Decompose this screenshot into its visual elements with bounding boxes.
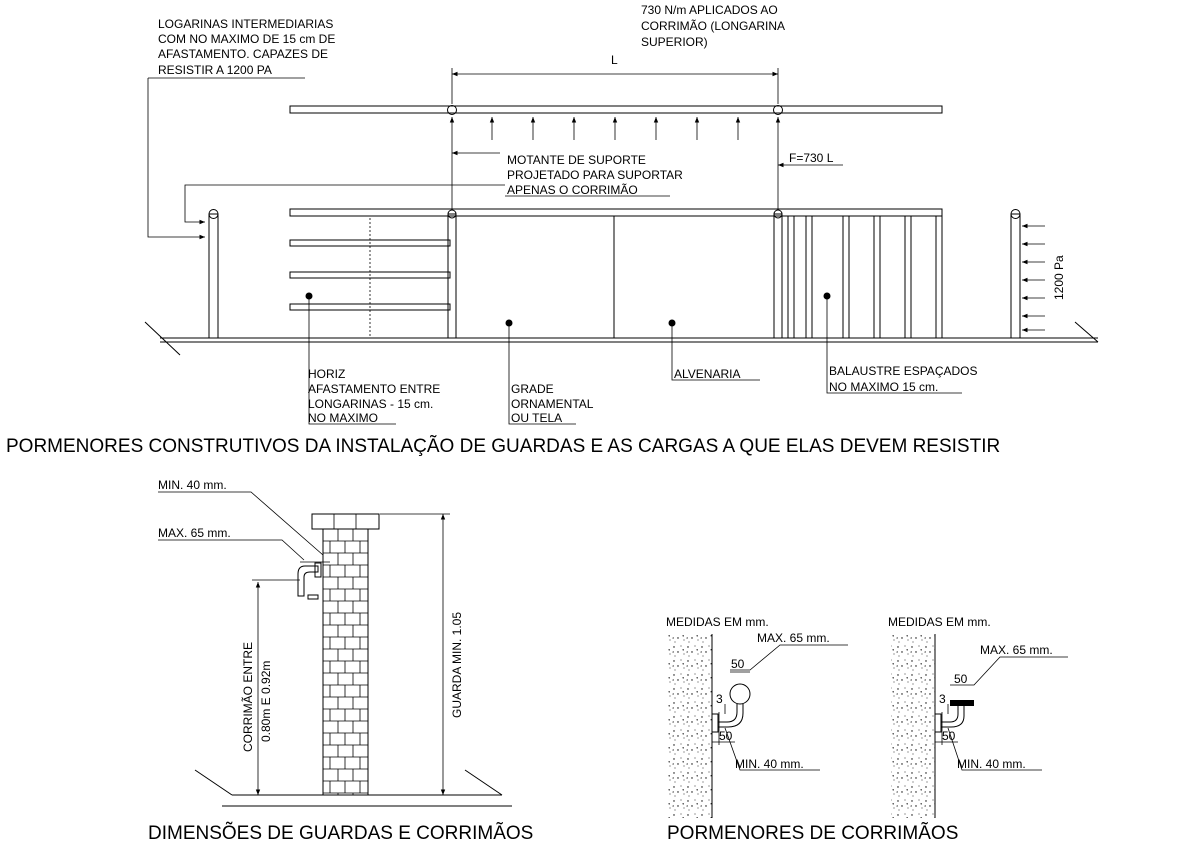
label-balaustre-line2: NO MAXIMO 15 cm. — [829, 380, 939, 394]
main-title: PORMENORES CONSTRUTIVOS DA INSTALAÇÃO DE GUARDAS E AS CARGAS A QUE ELAS DEVEM RESISTIR — [6, 436, 1001, 457]
note-longarinas-line3: AFASTAMENTO. CAPAZES DE — [158, 47, 329, 61]
note-load-line1: 730 N/m APLICADOS AO — [641, 3, 778, 17]
detail-right-min40: MIN. 40 mm. — [957, 757, 1026, 771]
brick-pattern — [323, 529, 368, 795]
balusters — [788, 216, 942, 338]
detail-left-min40: MIN. 40 mm. — [735, 757, 804, 771]
note-montante-line1: MOTANTE DE SUPORTE — [507, 153, 646, 167]
detail-left-3: 3 — [716, 692, 723, 706]
handrail-detail-flat — [888, 615, 1068, 818]
detail-left-50a: 50 — [731, 657, 745, 671]
handrail-detail-round — [666, 615, 848, 818]
right-caption: PORMENORES DE CORRIMÃOS — [667, 823, 959, 844]
label-horiz-line3: LONGARINAS - 15 cm. — [308, 397, 434, 411]
note-load-line3: SUPERIOR) — [641, 35, 708, 49]
detail-left-medidas: MEDIDAS EM mm. — [666, 615, 769, 629]
detail-left-max65: MAX. 65 mm. — [757, 631, 830, 645]
guard-dimensions-section — [148, 478, 533, 844]
label-horiz-line1: HORIZ — [308, 367, 346, 381]
left-caption: DIMENSÕES DE GUARDAS E CORRIMÃOS — [148, 823, 534, 844]
guard-elevation — [145, 3, 1098, 425]
pressure-arrows — [1022, 226, 1045, 330]
label-horiz-line2: AFASTAMENTO ENTRE — [308, 382, 441, 396]
note-load-line2: CORRIMÃO (LONGARINA — [641, 19, 786, 33]
load-arrows — [452, 117, 778, 150]
max65-label: MAX. 65 mm. — [158, 526, 231, 540]
handrail-details — [666, 615, 1068, 844]
detail-right-50a: 50 — [954, 672, 968, 686]
note-montante-line3: APENAS O CORRIMÃO — [507, 183, 638, 197]
force-label: F=730 L — [789, 151, 834, 165]
label-horiz-line4: NO MAXIMO — [308, 411, 379, 425]
corrimao-label-line1: CORRIMÃO ENTRE — [241, 641, 255, 752]
label-grade-line1: GRADE — [511, 382, 554, 396]
label-grade-line3: OU TELA — [511, 411, 563, 425]
detail-right-max65: MAX. 65 mm. — [980, 643, 1053, 657]
note-longarinas-line4: RESISTIR A 1200 PA — [158, 63, 272, 77]
detail-right-3: 3 — [939, 692, 946, 706]
corrimao-label-line2: 0.80m E 0.92m — [259, 660, 273, 742]
detail-right-50b: 50 — [942, 729, 956, 743]
note-montante-line2: PROJETADO PARA SUPORTAR — [507, 168, 683, 182]
detail-left-50b: 50 — [719, 729, 733, 743]
pressure-label: 1200 Pa — [1052, 255, 1066, 300]
note-longarinas-line1: LOGARINAS INTERMEDIARIAS — [158, 17, 334, 31]
guarda-label: GUARDA MIN. 1.05 — [450, 611, 464, 718]
dimension-l-label: L — [611, 53, 618, 67]
label-grade-line2: ORNAMENTAL — [511, 397, 594, 411]
note-longarinas-line2: COM NO MAXIMO DE 15 cm DE — [158, 32, 336, 46]
detail-right-medidas: MEDIDAS EM mm. — [888, 615, 991, 629]
label-alvenaria: ALVENARIA — [674, 367, 741, 381]
min40-label: MIN. 40 mm. — [158, 478, 227, 492]
label-balaustre-line1: BALAUSTRE ESPAÇADOS — [829, 364, 978, 378]
